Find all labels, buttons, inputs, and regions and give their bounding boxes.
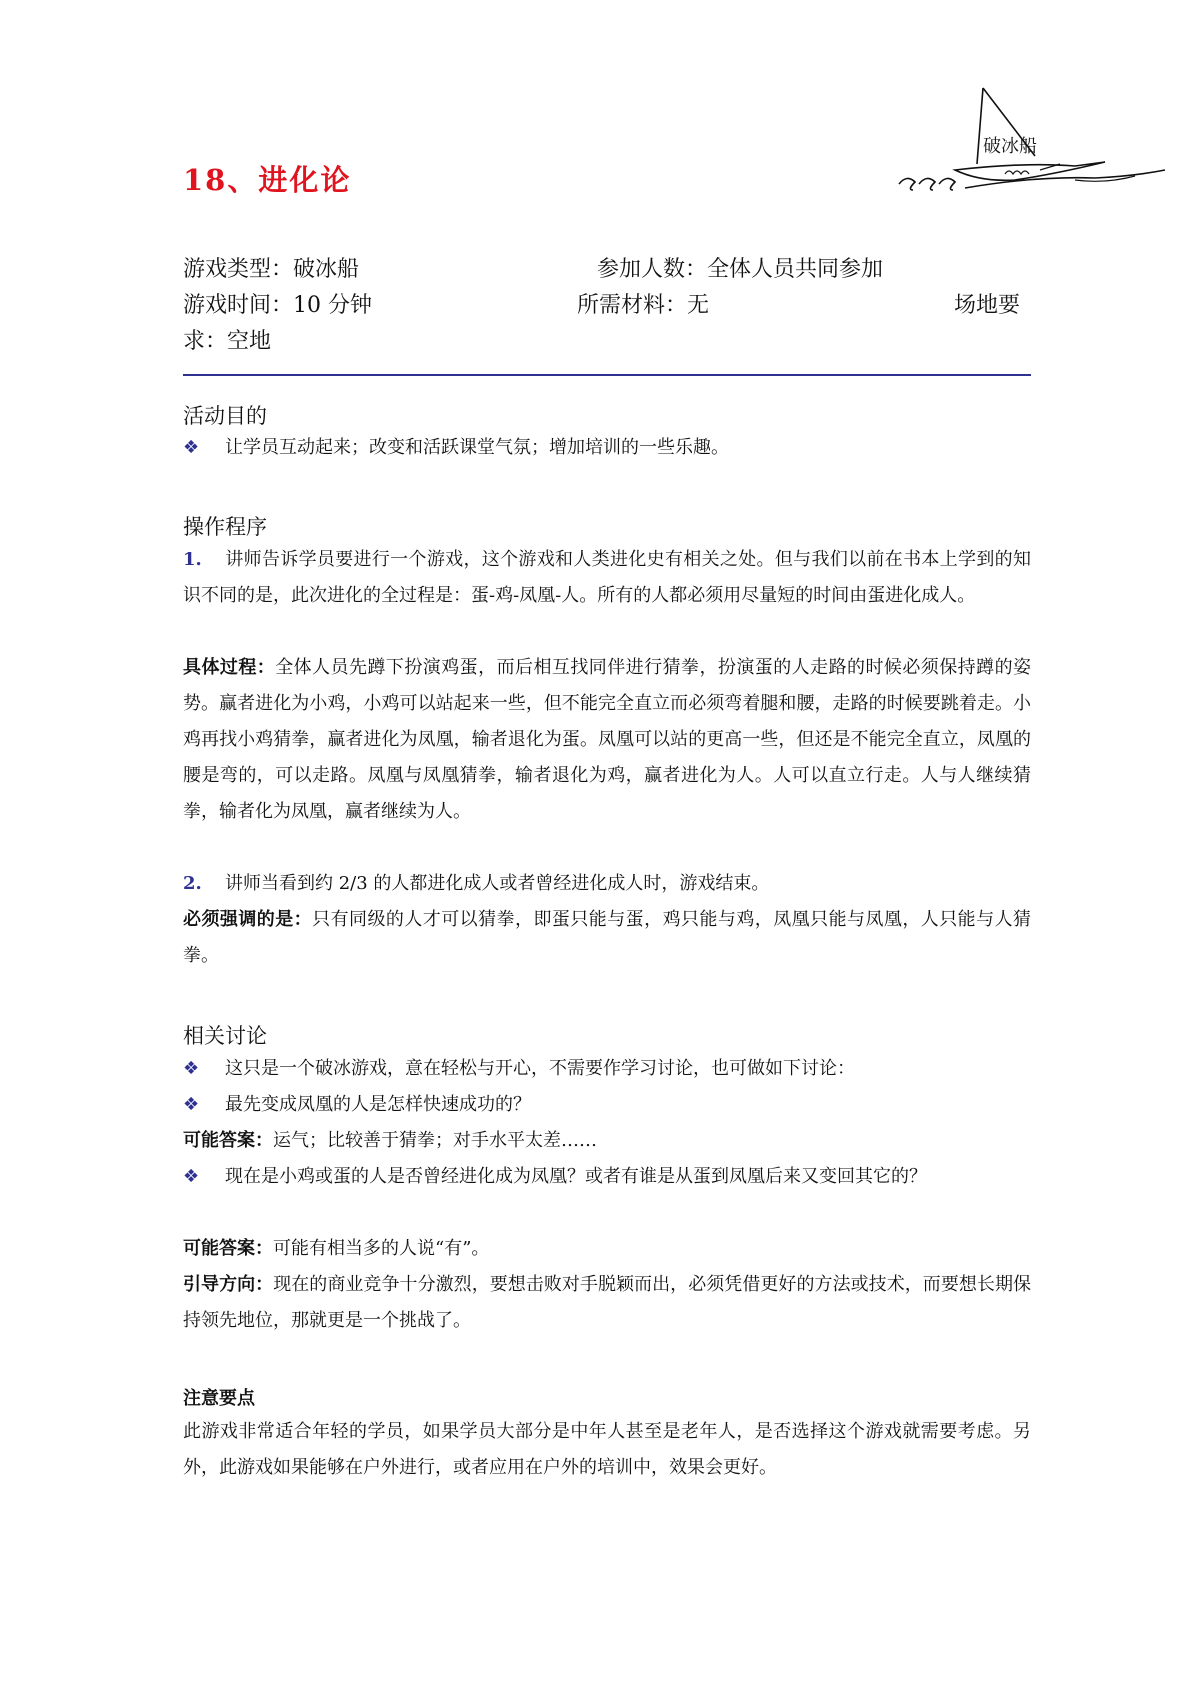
discussion-bullet-2: [183, 1087, 1031, 1123]
answer-1-lead: 可能答案：: [183, 1130, 273, 1151]
discussion-bullet-1-text: 这只是一个破冰游戏，意在轻松与开心，不需要作学习讨论，也可做如下讨论：: [225, 1058, 855, 1079]
meta-venue-part1: 场地要: [954, 293, 1021, 318]
diamond-bullet-icon: ❖: [183, 1058, 200, 1079]
logo-label: 破冰船: [983, 136, 1037, 157]
detail-text: 全体人员先蹲下扮演鸡蛋，而后相互找同伴进行猜拳，扮演蛋的人走路的时候必须保持蹲的姿势。赢者进化为小鸡，小鸡可以站起来一些，但不能完全直立而必须弯着腿和腰，走路的时候要跳着走。小鸡再找小鸡猜拳，赢者进化为凤凰，输者退化为蛋。凤凰可以站的更高一些，但还是不能完全直立，凤凰的腰是弯的，可以走路。凤凰与凤凰猜拳，输者退化为鸡，赢者进化为人。人可以直立行走。人与人继续猜拳，输者化为凤凰，赢者继续为人。: [183, 657, 1032, 822]
guide-lead: 引导方向：: [183, 1274, 274, 1295]
meta-participants: 参加人数：全体人员共同参加: [597, 257, 884, 282]
purpose-bullet: [183, 430, 1031, 466]
discussion-heading: 相关讨论: [183, 1024, 267, 1048]
meta-game-type: 游戏类型：破冰船: [183, 257, 360, 282]
discussion-answer-1: [183, 1123, 1031, 1159]
purpose-text: 让学员互动起来；改变和活跃课堂气氛；增加培训的一些乐趣。: [225, 437, 729, 458]
step-number: 1.: [183, 549, 202, 570]
discussion-bullet-2-text: 最先变成凤凰的人是怎样快速成功的？: [225, 1094, 531, 1115]
step-2-text: 讲师当看到约 2/3 的人都进化成人或者曾经进化成人时，游戏结束。: [225, 873, 770, 894]
step-number: 2.: [183, 873, 202, 894]
procedure-heading: 操作程序: [183, 515, 267, 539]
emphasis-text: 只有同级的人才可以猜拳，即蛋只能与蛋，鸡只能与鸡，凤凰只能与凤凰，人只能与人猜拳。: [183, 909, 1032, 966]
discussion-bullet-3-text: 现在是小鸡或蛋的人是否曾经进化成为凤凰？或者有谁是从蛋到凤凰后来又变回其它的？: [225, 1166, 927, 1187]
answer-2-text: 可能有相当多的人说“有”。: [273, 1238, 490, 1259]
discussion-guide: [183, 1267, 1031, 1339]
guide-text: 现在的商业竞争十分激烈，要想击败对手脱颖而出，必须凭借更好的方法或技术，而要想长期保持领先地位，那就更是一个挑战了。: [183, 1274, 1031, 1331]
section-divider: [183, 374, 1031, 376]
meta-duration: 游戏时间：10 分钟: [183, 293, 372, 318]
procedure-emphasis: [183, 902, 1031, 974]
page-title: 18、进化论: [183, 163, 352, 197]
meta-venue-part2: 求：空地: [183, 329, 272, 354]
discussion-bullet-1: [183, 1051, 1031, 1087]
answer-1-text: 运气；比较善于猜拳；对手水平太差……: [273, 1130, 597, 1151]
discussion-answer-2: [183, 1231, 1031, 1267]
icebreaker-logo: [895, 84, 1170, 204]
notes-text: 此游戏非常适合年轻的学员，如果学员大部分是中年人甚至是老年人，是否选择这个游戏就需要考虑。另外，此游戏如果能够在户外进行，或者应用在户外的培训中，效果会更好。: [183, 1421, 1031, 1478]
meta-materials: 所需材料：无: [577, 293, 710, 318]
answer-2-lead: 可能答案：: [183, 1238, 273, 1259]
diamond-bullet-icon: ❖: [183, 1094, 200, 1115]
notes-heading: 注意要点: [183, 1388, 255, 1409]
step-1-text: 讲师告诉学员要进行一个游戏，这个游戏和人类进化史有相关之处。但与我们以前在书本上学到的知识不同的是，此次进化的全过程是：蛋-鸡-凤凰-人。所有的人都必须用尽量短的时间由蛋进化成人。: [183, 549, 1031, 606]
detail-lead: 具体过程：: [183, 657, 276, 678]
procedure-step-2: [183, 866, 1031, 902]
purpose-heading: 活动目的: [183, 404, 267, 428]
discussion-bullet-3: [183, 1159, 1031, 1195]
diamond-bullet-icon: ❖: [183, 1166, 200, 1187]
procedure-detail: [183, 650, 1031, 830]
diamond-bullet-icon: ❖: [183, 437, 200, 458]
procedure-step-1: [183, 542, 1031, 614]
emphasis-lead: 必须强调的是：: [183, 909, 313, 930]
